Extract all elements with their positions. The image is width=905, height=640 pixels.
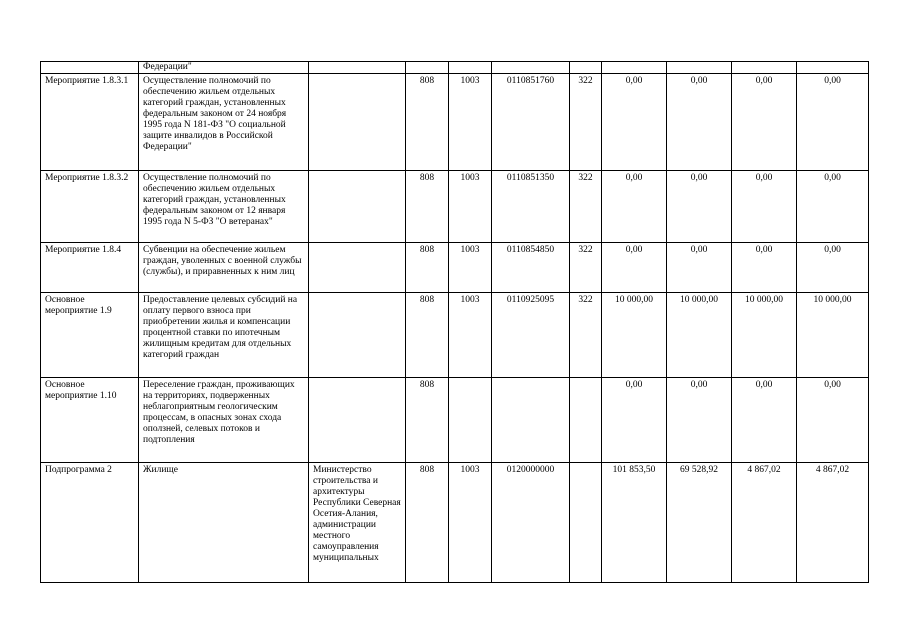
grbs-cell: 808 [406, 171, 449, 243]
description-cell: Осуществление полномочий по обеспечению жильем отдельных категорий граждан, установленных федеральным законом от 12 января 1995 года N 5-ФЗ "О ветеранах" [139, 171, 309, 243]
value-cell: 4 867,02 [797, 463, 869, 583]
value-cell: 0,00 [732, 74, 797, 171]
name-cell: Мероприятие 1.8.4 [41, 243, 139, 293]
value-cell: 69 528,92 [667, 463, 732, 583]
value-cell: 0,00 [667, 378, 732, 463]
name-cell [41, 62, 139, 74]
description-cell: Субвенции на обеспечение жильем граждан, уволенных с военной службы (службы), и приравненных к ним лиц [139, 243, 309, 293]
grbs-cell: 808 [406, 74, 449, 171]
rzpr-cell: 1003 [449, 171, 492, 243]
value-cell: 10 000,00 [602, 293, 667, 378]
rzpr-cell [449, 378, 492, 463]
csr-cell: 0110851760 [492, 74, 570, 171]
rzpr-cell: 1003 [449, 463, 492, 583]
description-cell: Переселение граждан, проживающих на территориях, подверженных неблагоприятным геологическим процессам, в опасных зонах схода оползней, селевых потоков и подтопления [139, 378, 309, 463]
value-cell: 0,00 [797, 378, 869, 463]
table-row [41, 378, 869, 463]
csr-cell: 0120000000 [492, 463, 570, 583]
name-cell: Мероприятие 1.8.3.2 [41, 171, 139, 243]
grbs-cell: 808 [406, 463, 449, 583]
executor-cell [309, 293, 406, 378]
value-cell: 10 000,00 [732, 293, 797, 378]
value-cell: 0,00 [602, 378, 667, 463]
value-cell: 0,00 [667, 171, 732, 243]
rzpr-cell: 1003 [449, 293, 492, 378]
value-cell: 101 853,50 [602, 463, 667, 583]
name-cell: Основное мероприятие 1.10 [41, 378, 139, 463]
value-cell: 0,00 [797, 74, 869, 171]
grbs-cell: 808 [406, 378, 449, 463]
table-row [41, 171, 869, 243]
executor-cell [309, 378, 406, 463]
budget-table [40, 61, 869, 583]
executor-cell [309, 171, 406, 243]
csr-cell: 0110925095 [492, 293, 570, 378]
value-cell: 0,00 [602, 74, 667, 171]
table-row [41, 243, 869, 293]
vr-cell: 322 [570, 293, 602, 378]
description-cell: Предоставление целевых субсидий на оплату первого взноса при приобретении жилья и компенсации процентной ставки по ипотечным жилищным кредитам для отдельных категорий граждан [139, 293, 309, 378]
value-cell: 4 867,02 [732, 463, 797, 583]
value-cell: 0,00 [797, 171, 869, 243]
table-row [41, 293, 869, 378]
value-cell: 0,00 [602, 243, 667, 293]
grbs-cell: 808 [406, 243, 449, 293]
csr-cell [492, 378, 570, 463]
value-cell: 0,00 [797, 243, 869, 293]
value-cell: 0,00 [732, 378, 797, 463]
csr-cell: 0110851350 [492, 171, 570, 243]
value-cell: 0,00 [732, 171, 797, 243]
value-cell: 10 000,00 [667, 293, 732, 378]
value-cell: 0,00 [732, 243, 797, 293]
grbs-cell: 808 [406, 293, 449, 378]
executor-cell: Министерство строительства и архитектуры Республики Северная Осетия-Алания, администрации местного самоуправления муниципальных [309, 463, 406, 583]
description-cell: Федерации" [139, 62, 309, 74]
table-row [41, 463, 869, 583]
vr-cell: 322 [570, 171, 602, 243]
value-cell: 0,00 [602, 171, 667, 243]
value-cell: 10 000,00 [797, 293, 869, 378]
vr-cell [570, 463, 602, 583]
description-cell: Осуществление полномочий по обеспечению жильем отдельных категорий граждан, установленных федеральным законом от 24 ноября 1995 года N 181-ФЗ "О социальной защите инвалидов в Российской Федерации" [139, 74, 309, 171]
description-cell: Жилище [139, 463, 309, 583]
table-row [41, 74, 869, 171]
csr-cell: 0110854850 [492, 243, 570, 293]
value-cell: 0,00 [667, 243, 732, 293]
name-cell: Подпрограмма 2 [41, 463, 139, 583]
executor-cell [309, 243, 406, 293]
rzpr-cell: 1003 [449, 74, 492, 171]
name-cell: Мероприятие 1.8.3.1 [41, 74, 139, 171]
table-row [41, 62, 869, 74]
vr-cell [570, 378, 602, 463]
vr-cell: 322 [570, 243, 602, 293]
vr-cell: 322 [570, 74, 602, 171]
rzpr-cell: 1003 [449, 243, 492, 293]
name-cell: Основное мероприятие 1.9 [41, 293, 139, 378]
executor-cell [309, 74, 406, 171]
value-cell: 0,00 [667, 74, 732, 171]
